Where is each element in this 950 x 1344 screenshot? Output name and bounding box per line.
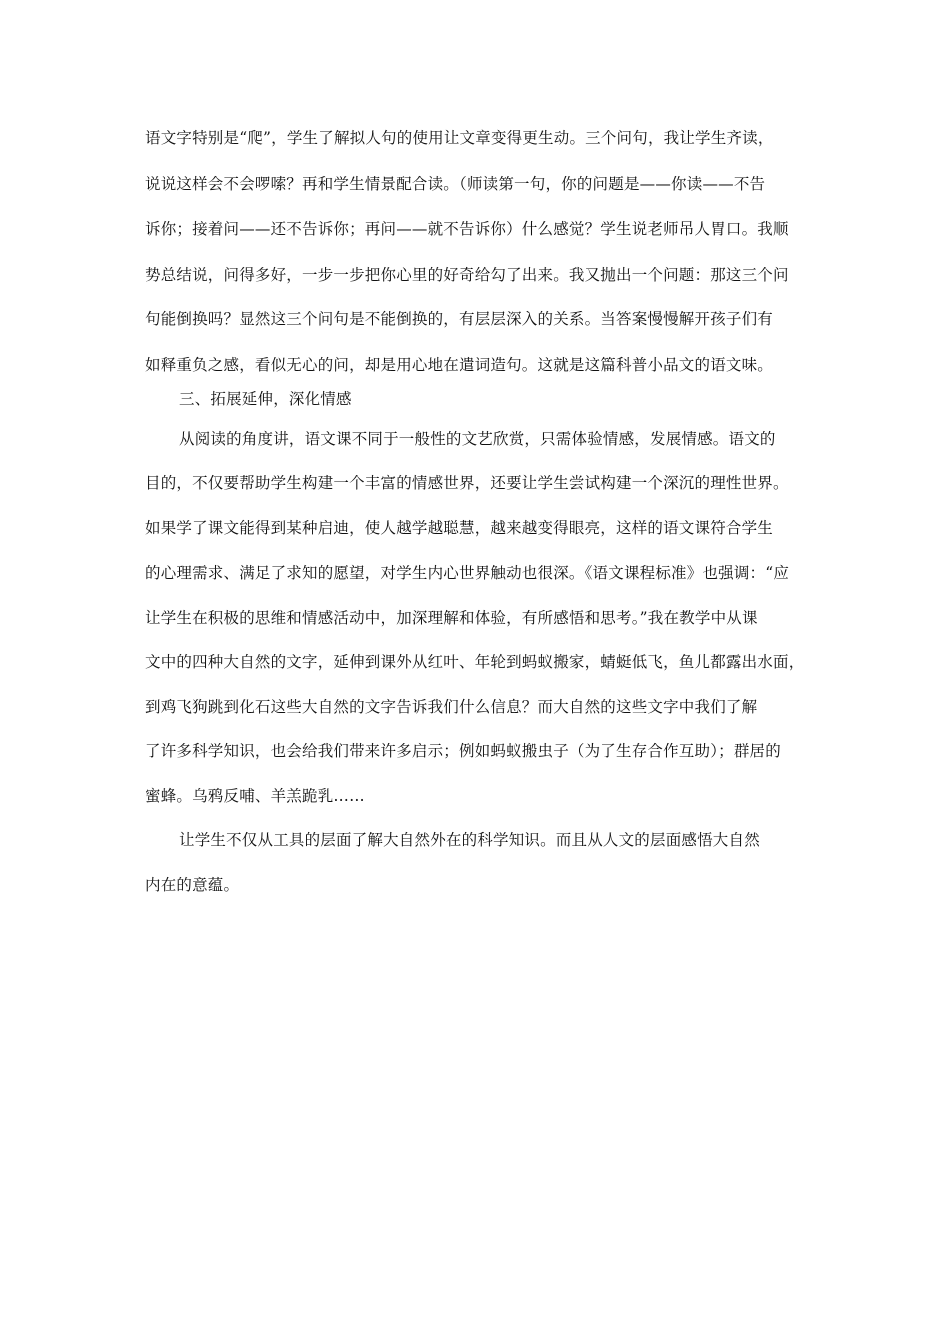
paragraph-line: 到鸡飞狗跳到化石这些大自然的文字告诉我们什么信息？而大自然的这些文字中我们了解 — [145, 698, 758, 716]
paragraph-line: 如果学了课文能得到某种启迪，使人越学越聪慧，越来越变得眼亮，这样的语文课符合学生 — [145, 519, 774, 537]
paragraph-line: 文中的四种大自然的文字，延伸到课外从红叶、年轮到蚂蚁搬家，蜻蜓低飞，鱼儿都露出水面， — [145, 653, 805, 671]
paragraph-line: 从阅读的角度讲，语文课不同于一般性的文艺欣赏，只需体验情感，发展情感。语文的 — [179, 430, 776, 448]
paragraph-line: 的心理需求、满足了求知的愿望，对学生内心世界触动也很深。《语文课程标准》也强调：“应 — [145, 564, 790, 582]
paragraph-line: 让学生在积极的思维和情感活动中，加深理解和体验，有所感悟和思考。”我在教学中从课 — [145, 609, 758, 627]
paragraph-line: 了许多科学知识，也会给我们带来许多启示；例如蚂蚁搬虫子（为了生存合作互助）；群居的 — [145, 742, 781, 760]
paragraph-line: 内在的意蕴。 — [145, 876, 240, 894]
paragraph-line: 说说这样会不会啰嗦？再和学生情景配合读。（师读第一句，你的问题是——你读——不告 — [145, 175, 766, 193]
paragraph-line: 诉你；接着问——还不告诉你；再问——就不告诉你）什么感觉？学生说老师吊人胃口。我顺 — [145, 220, 789, 238]
paragraph-line: 势总结说，问得多好，一步一步把你心里的好奇给勾了出来。我又抛出一个问题：那这三个问 — [145, 266, 789, 284]
paragraph-line: 让学生不仅从工具的层面了解大自然外在的科学知识。而且从人文的层面感悟大自然 — [179, 831, 760, 849]
paragraph-line: 句能倒换吗？显然这三个问句是不能倒换的，有层层深入的关系。当答案慢慢解开孩子们有 — [145, 310, 774, 328]
paragraph-line: 蜜蜂。乌鸦反哺、羊羔跪乳…… — [145, 787, 365, 805]
paragraph-line: 语文字特别是“爬”，学生了解拟人句的使用让文章变得更生动。三个问句，我让学生齐读， — [145, 129, 774, 147]
paragraph-line: 如释重负之感，看似无心的问，却是用心地在遣词造句。这就是这篇科普小品文的语文味。 — [145, 356, 774, 374]
section-heading: 三、拓展延伸，深化情感 — [179, 390, 352, 408]
paragraph-line: 目的，不仅要帮助学生构建一个丰富的情感世界，还要让学生尝试构建一个深沉的理性世界。 — [145, 474, 789, 492]
